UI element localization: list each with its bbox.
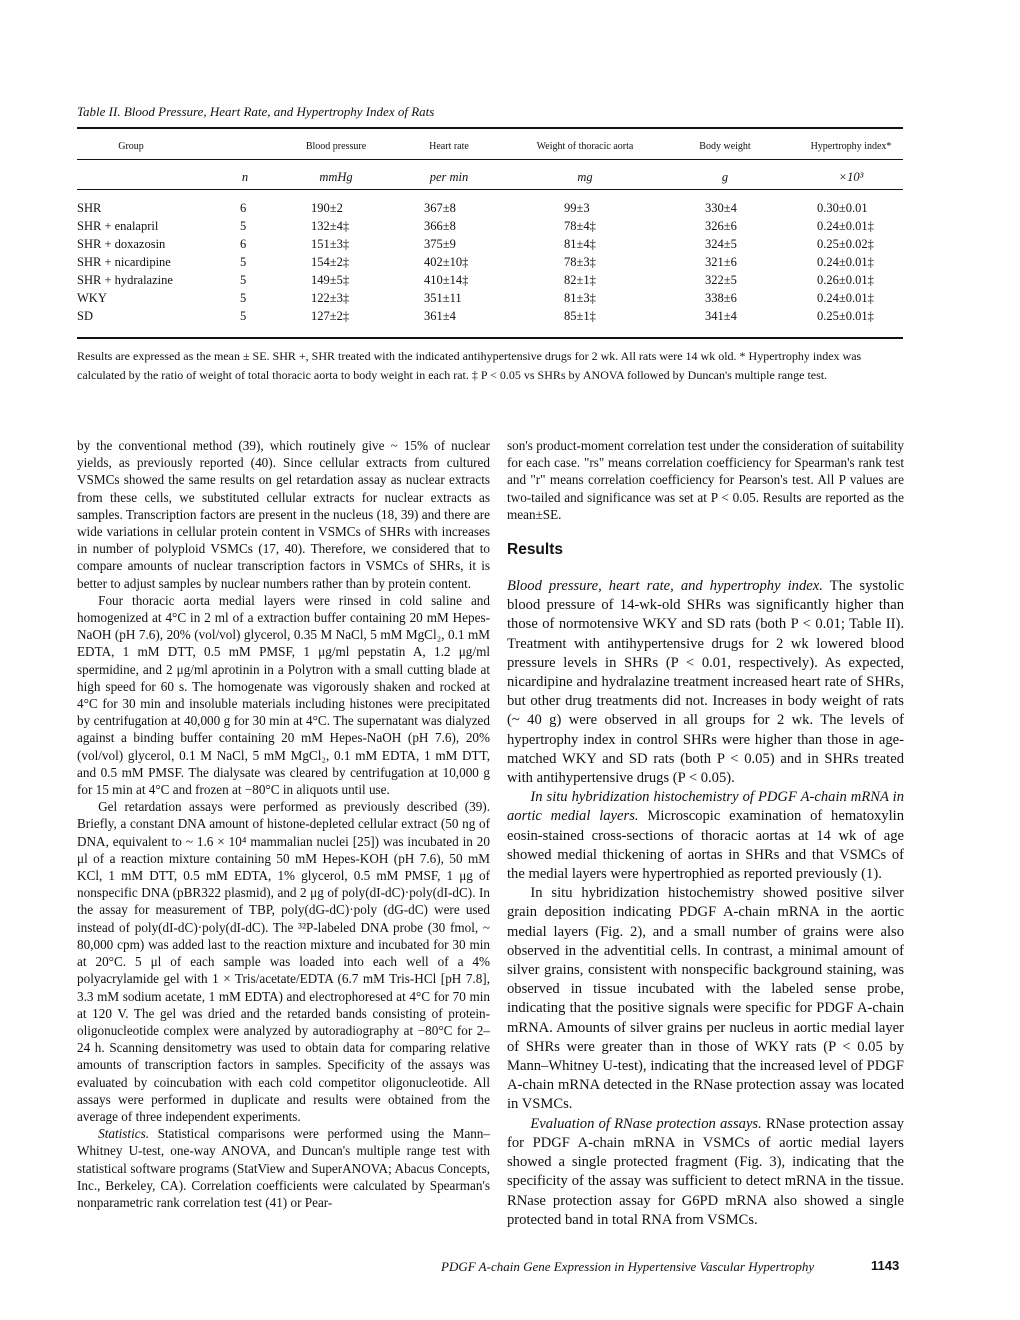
table-cell-group: SHR (77, 201, 102, 215)
table-cell-hi: 0.26±0.01‡ (817, 273, 874, 287)
table-cell-aorta: 99±3 (564, 201, 590, 215)
paragraph (507, 1115, 904, 1230)
runin-heading: In situ hybridization histochemistry of PDGF A-chain mRNA in aortic medial layers. (507, 789, 904, 825)
table-cell-n: 5 (240, 219, 247, 233)
table-cell-bp: 149±5‡ (311, 273, 350, 287)
table-cell-bw: 338±6 (705, 291, 737, 305)
unit-mg: mg (577, 170, 593, 184)
runin-heading: Blood pressure, heart rate, and hypertrophy index. (507, 578, 823, 594)
paragraph-statistics (77, 1125, 490, 1211)
right-column-top (507, 437, 904, 523)
header-aorta-weight: Weight of thoracic aorta (536, 141, 634, 152)
paragraph (507, 788, 904, 884)
table-cell-bp: 190±2 (311, 201, 343, 215)
table-cell-n: 5 (240, 291, 247, 305)
table-cell-group: SHR + doxazosin (77, 237, 166, 251)
header-body-weight: Body weight (699, 141, 751, 152)
table-cell-bp: 127±2‡ (311, 309, 350, 323)
table-cell-bw: 326±6 (705, 219, 737, 233)
table-cell-aorta: 78±3‡ (564, 255, 596, 269)
table-cell-bw: 341±4 (705, 309, 737, 323)
table-unit-rule (77, 189, 903, 190)
table-cell-n: 5 (240, 309, 247, 323)
header-blood-pressure: Blood pressure (305, 141, 367, 152)
table-cell-aorta: 82±1‡ (564, 273, 596, 287)
table-cell-hi: 0.25±0.01‡ (817, 309, 874, 323)
table-cell-group: SD (77, 309, 93, 323)
table-cell-group: WKY (77, 291, 107, 305)
paragraph: son's product-moment correlation test under the consideration of suitability for each case. "rs" means correlation coefficiency for Spearman's rank test and "r" means correlation coefficiency for Pearson's test. All P values are two-tailed and significance was set at P < 0.05. Results are reported as the mean±SE. (507, 438, 904, 522)
table-cell-hr: 351±11 (424, 291, 462, 305)
table-cell-hi: 0.30±0.01 (817, 201, 868, 215)
unit-g: g (721, 170, 729, 184)
paragraph: Four thoracic aorta medial layers were rinsed in cold saline and homogenized at 4°C in 2 ml of a extraction buffer containing 20 mM Hepes-NaOH (pH 7.6), 20% (vol/vol) glycerol, 0.35 M NaCl, 5 mM MgCl₂, 0.1 mM EDTA, 1 mM DTT, 0.5 mM PMSF, 1 μg/ml pepstatin A, 1.2 μg/ml spermidine, and 2 μg/ml aprotinin in a Polytron with a small cutting blade at high speed for 60 s. The homogenate was vigorously shaken and rocked at 4°C for 30 min and insoluble materials including histones were precipitated by centrifugation at 40,000 g for 30 min at 4°C. The supernatant was dialyzed against a binding buffer containing 20 mM Hepes-NaOH (pH 7.6), 20% (vol/vol) glycerol, 0.1 M NaCl, 5 mM MgCl₂, 0.1 mM EDTA, 1 mM DTT, and 0.5 mM PMSF. The dialysate was cleared by centrifugation at 10,000 g for 15 min at 4°C and frozen at −80°C in aliquots until use. (77, 592, 490, 798)
table-notes (77, 347, 903, 384)
table-cell-hi: 0.24±0.01‡ (817, 255, 874, 269)
paragraph-text: Microscopic examination of hematoxylin eosin-stained cross-sections of thoracic aortas at 14 wk of age showed medial thickening of aortas in SHRs and that VSMCs of the medial layers were hypertrophied as reported previously (1). (507, 808, 904, 883)
table-cell-hi: 0.25±0.02‡ (817, 237, 874, 251)
running-title: PDGF A-chain Gene Expression in Hypertensive Vascular Hypertrophy (441, 1259, 815, 1274)
table-cell-hr: 361±4 (424, 309, 456, 323)
unit-x10: ×10³ (838, 170, 864, 184)
table-cell-hr: 375±9 (424, 237, 456, 251)
header-heart-rate: Heart rate (429, 141, 469, 152)
paragraph: by the conventional method (39), which routinely give ~ 15% of nuclear yields, as previously reported (40). Since cellular extracts from cultured VSMCs showed the same results on gel retardation assay as nuclear extracts from these cells, we substituted cellular extracts for nuclear extracts as samples. Transcription factors are present in the nucleus (18, 39) and there are wide variations in cellular protein content in VSMCs of SHRs with increases in number of polyploid VSMCs (17, 40). Therefore, we considered that to compare amounts of nuclear transcription factors in VSMCs of SHRs, it is better to adjust samples by nuclear numbers rather than by protein content. (77, 438, 490, 591)
table-cell-bp: 122±3‡ (311, 291, 350, 305)
table-cell-bw: 322±5 (705, 273, 737, 287)
table-cell-aorta: 81±4‡ (564, 237, 596, 251)
unit-per-min: per min (429, 170, 469, 184)
runin-heading: Statistics. (98, 1126, 150, 1142)
table-cell-n: 5 (240, 273, 247, 287)
table-cell-n: 6 (240, 237, 247, 251)
table-top-rule (77, 127, 903, 129)
table-header-rule (77, 159, 903, 160)
paragraph-text: RNase protection assay for PDGF A-chain mRNA in VSMCs of aortic medial layers showed a single protected fragment (Fig. 3), indicating that the specificity of the assay was sufficient to detect mRNA in the tissue. RNase protection assay for G6PD mRNA also showed a single protected band in total RNA from VSMCs. (507, 1115, 904, 1228)
table-cell-bw: 321±6 (705, 255, 737, 269)
table-notes-text: Results are expressed as the mean ± SE. SHR +, SHR treated with the indicated antihypertensive drugs for 2 wk. All rats were 14 wk old. * Hypertrophy index was calculated by the ratio of weight of total thoracic aorta to body weight in each rat. ‡ P < 0.05 vs SHRs by ANOVA followed by Duncan's multiple range test. (77, 349, 862, 382)
table-cell-n: 6 (240, 201, 247, 215)
table-bottom-rule (77, 337, 903, 339)
table-cell-bw: 324±5 (705, 237, 737, 251)
table-cell-bp: 151±3‡ (311, 237, 350, 251)
table-cell-hr: 402±10‡ (424, 255, 469, 269)
paragraph: Gel retardation assays were performed as previously described (39). Briefly, a constant DNA amount of histone-depleted cellular extract (50 ng of DNA, equivalent to ~ 1.6 × 10⁴ mammalian nuclei [25]) was incubated in 20 μl of a reaction mixture containing 50 mM Hepes-KOH (pH 7.6), 50 mM KCl, 1 mM DTT, 0.5 mM EDTA, 1% glycerol, 0.5 mM PMSF, 1 μg of nonspecific DNA (pBR322 plasmid), and 2 μg of poly(dI-dC)·poly(dI-dC). In the assay for measurement of TBP, poly(dG-dC)·poly (dG-dC) were used instead of poly(dI-dC)·poly(dI-dC). The ³²P-labeled DNA probe (30 fmol, ~ 80,000 cpm) was added last to the reaction mixture and incubated for 30 min at 20°C. 5 μl of each sample was loaded into each well of a 4% polyacrylamide gel with 1 × Tris/acetate/EDTA (6.7 mM Tris-HCl [pH 7.8], 3.3 mM sodium acetate, 1 mM EDTA) and electrophoresed at 4°C for 70 min at 120 V. The gel was dried and the retarded bands consisting of protein-oligonucleotide complex were analyzed by autoradiography at −80°C for 2–24 h. Scanning densitometry was used to obtain data for comparing relative amounts of transcription factors in samples. Specificity of the assays was evaluated by coincubation with each cold competitor oligonucleotide. All assays were performed in duplicate and results were obtained from the average of three independent experiments. (77, 799, 490, 1124)
table-title: Table II. Blood Pressure, Heart Rate, and Hypertrophy Index of Rats (77, 104, 435, 119)
table-cell-aorta: 78±4‡ (564, 219, 596, 233)
header-group: Group (118, 141, 144, 152)
runin-heading: Evaluation of RNase protection assays. (530, 1115, 762, 1132)
table-cell-hr: 410±14‡ (424, 273, 469, 287)
left-column (77, 437, 490, 1211)
table-cell-group: SHR + enalapril (77, 219, 159, 233)
page-number: 1143 (871, 1258, 900, 1273)
table-cell-hi: 0.24±0.01‡ (817, 219, 874, 233)
paragraph (507, 577, 904, 788)
section-heading-results: Results (507, 541, 563, 558)
table-cell-aorta: 85±1‡ (564, 309, 596, 323)
table-cell-aorta: 81±3‡ (564, 291, 596, 305)
unit-mmhg: mmHg (319, 170, 353, 184)
table-cell-bw: 330±4 (705, 201, 737, 215)
paragraph-text: The systolic blood pressure of 14-wk-old SHRs was significantly higher than those of normotensive WKY and SD rats (both P < 0.01; Table II). Treatment with antihypertensive drugs for 2 wk lowered blood pressure levels in SHRs (P < 0.01, respectively). As expected, nicardipine and hydralazine treatment increased heart rate of SHRs, but other drug treatments did not. Increases in body weight of rats (~ 40 g) were observed in all groups for 2 wk. The levels of hypertrophy index in control SHRs were higher than those in age-matched WKY and SD rats (both P < 0.05) and in SHRs treated with antihypertensive drugs (P < 0.05). (507, 578, 905, 787)
unit-n: n (241, 170, 249, 184)
table-cell-bp: 154±2‡ (311, 255, 350, 269)
table-cell-hi: 0.24±0.01‡ (817, 291, 874, 305)
table-cell-hr: 366±8 (424, 219, 456, 233)
table-cell-hr: 367±8 (424, 201, 456, 215)
table-cell-n: 5 (240, 255, 247, 269)
table-cell-group: SHR + nicardipine (77, 255, 171, 269)
header-hypertrophy-index: Hypertrophy index* (810, 141, 892, 152)
paragraph: In situ hybridization histochemistry showed positive silver grain deposition indicating PDGF A-chain mRNA in the aortic medial layers (Fig. 2), and a small number of grains were also observed in the adventitial cells. In contrast, a minimal amount of silver grains, consistent with nonspecific background staining, was observed in tissue incubated with the labeled sense probe, indicating that the positive signals were specific for PDGF A-chain mRNA. Amounts of silver grains per nucleus in aortic medial layer of SHRs were greater than in those of WKY rats (P < 0.05 by Mann–Whitney U-test), indicating that the increased level of PDGF A-chain mRNA detected in the RNase protection assay was located in VSMCs. (507, 885, 904, 1113)
right-column (507, 577, 904, 1230)
table-cell-group: SHR + hydralazine (77, 273, 173, 287)
paragraph-text: Statistical comparisons were performed using the Mann–Whitney U-test, one-way ANOVA, and Duncan's multiple range test with statistical software programs (StatView and SuperANOVA; Abacus Concepts, Inc., Berkeley, CA). Correlation coefficients were calculated by Spearman's nonparametric rank correlation test (41) or Pear- (77, 1126, 490, 1210)
table-cell-bp: 132±4‡ (311, 219, 350, 233)
